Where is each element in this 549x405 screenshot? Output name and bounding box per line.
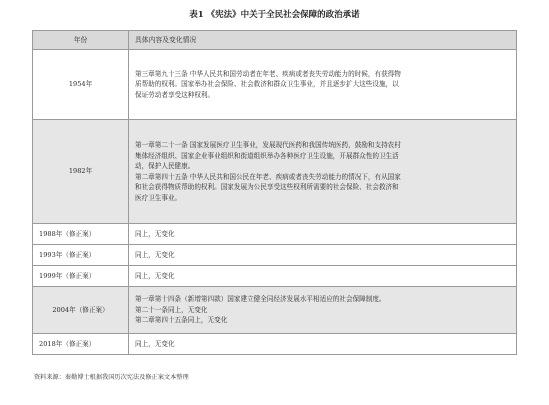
table-row — [33, 334, 517, 355]
year-cell: 2004年（修正案） — [33, 287, 129, 334]
year-cell: 1988年（修正案） — [33, 224, 129, 245]
content-cell — [129, 120, 517, 224]
content-line: 和社会获得物质帮助的权利。国家发展为公民享受这些权利所需要的社会保险、社会救济和 — [135, 183, 399, 191]
column-header-content: 具体内容及变化情况 — [129, 31, 517, 50]
table-row — [33, 287, 517, 334]
content-line: 医疗卫生事业。 — [135, 193, 182, 202]
table-row — [33, 120, 517, 224]
content-line: 动，保护人民健康。 — [135, 162, 195, 170]
content-line: 保证劳动者享受这种权利。 — [135, 90, 215, 99]
content-line: 质帮助的权利。国家举办社会保险、社会救济和群众卫生事业，并且逐步扩大这些设施，以 — [135, 80, 399, 89]
content-line: 同上，无变化 — [135, 250, 175, 259]
content-line: 第二章第四十五条同上，无变化 — [135, 316, 228, 325]
table-title: 表1 《宪法》中关于全民社会保障的政治承诺 — [189, 10, 360, 20]
source-note: 资料来源：秦勤博士根据我国历次宪法及修正案文本整理 — [34, 374, 189, 381]
content-cell — [129, 224, 517, 245]
table-row — [33, 50, 517, 120]
year-cell: 1954年 — [33, 50, 129, 120]
content-line: 第二十一条同上，无变化 — [135, 305, 208, 314]
content-line: 第一章第十四条（新增第四款）国家建立健全同经济发展水平相适应的社会保障制度。 — [135, 295, 386, 304]
content-line: 第二章第四十五条 中华人民共和国公民在年老、疾病或者丧失劳动能力的情况下，有从国家 — [135, 172, 401, 181]
year-cell: 1982年 — [33, 120, 129, 224]
content-cell — [129, 245, 517, 266]
content-line: 第三章第九十三条 中华人民共和国劳动者在年老、疾病或者丧失劳动能力的时候，有获得物 — [135, 69, 401, 78]
year-cell: 1999年（修正案） — [33, 266, 129, 287]
table-row — [33, 224, 517, 245]
content-cell — [129, 287, 517, 334]
constitution-table — [32, 30, 517, 355]
year-cell: 2018年（修正案） — [33, 334, 129, 355]
content-line: 同上，无变化 — [135, 339, 175, 348]
content-line: 集体经济组织、国家企业事业组织和街道组织举办各种医疗卫生设施，开展群众性的卫生活 — [135, 151, 399, 160]
content-line: 第一章第二十一条 国家发展医疗卫生事业，发展现代医药和我国传统医药，鼓励和支持农村 — [135, 141, 401, 149]
content-cell — [129, 266, 517, 287]
content-cell — [129, 50, 517, 120]
content-line: 同上，无变化 — [135, 229, 175, 238]
content-cell — [129, 334, 517, 355]
year-cell: 1993年（修正案） — [33, 245, 129, 266]
column-header-year: 年份 — [33, 31, 129, 50]
table-row — [33, 266, 517, 287]
table-header-row — [33, 31, 517, 50]
content-line: 同上，无变化 — [135, 271, 175, 280]
table-row — [33, 245, 517, 266]
